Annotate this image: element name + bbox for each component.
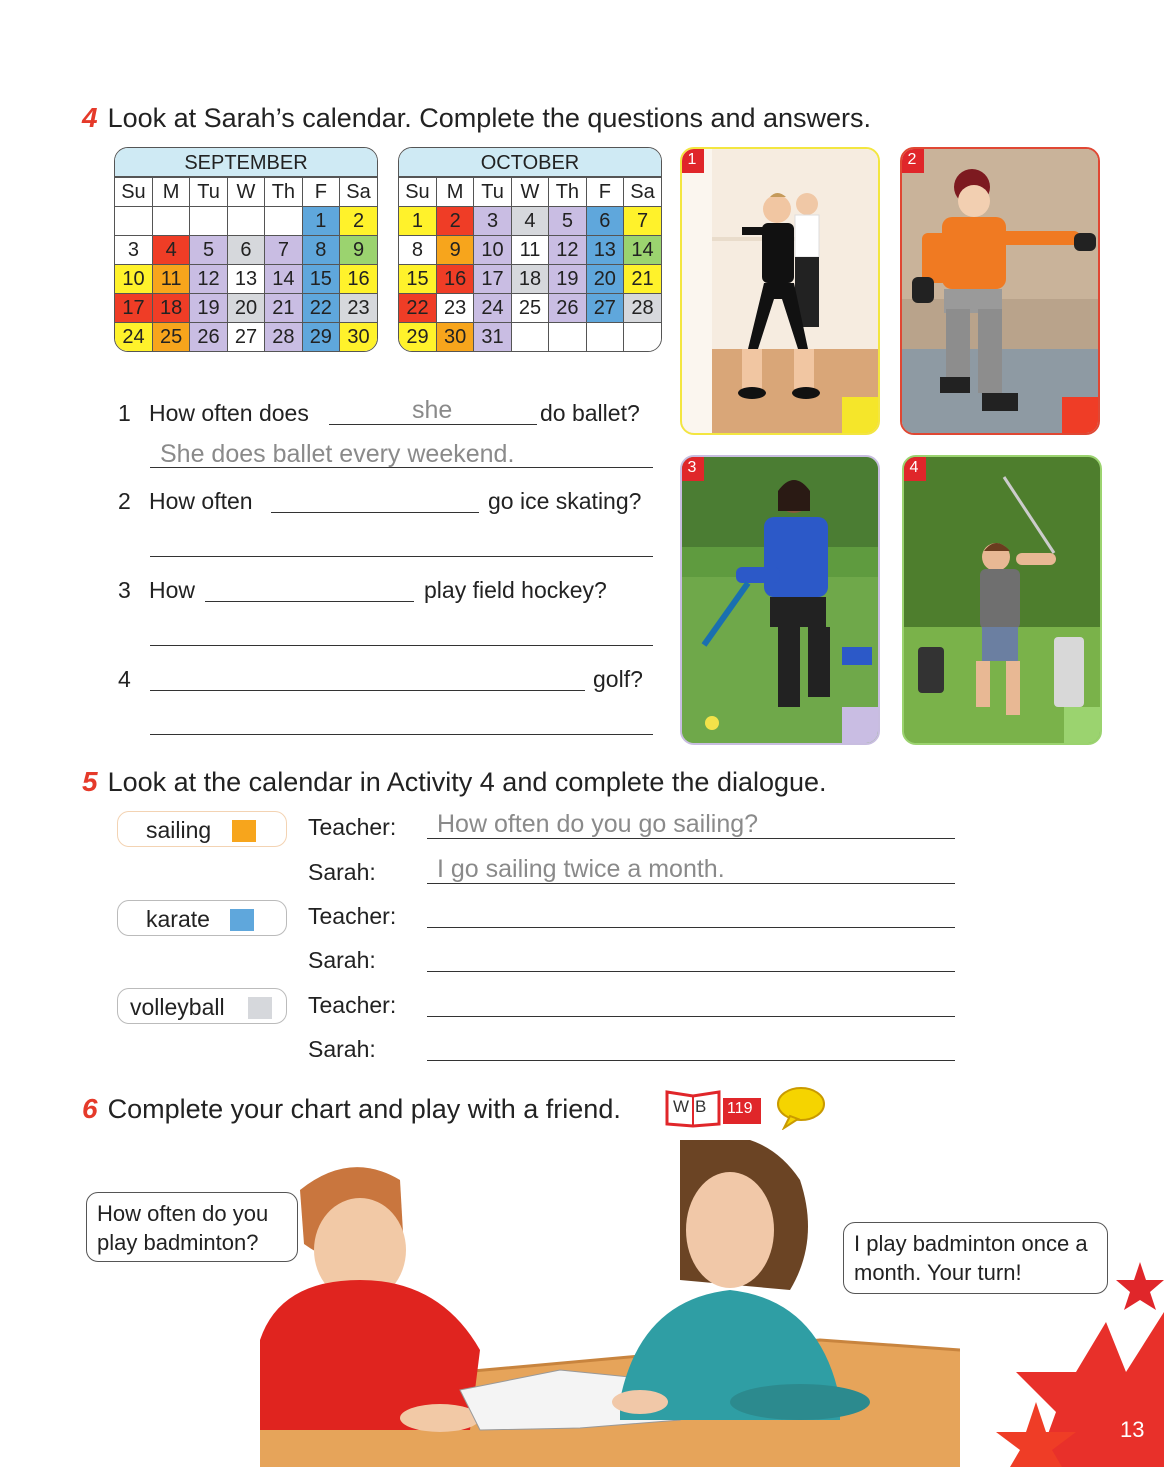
weekday-header: Th [265, 178, 302, 207]
calendar-day [624, 323, 661, 352]
sarah-label: Sarah: [308, 947, 376, 973]
calendar-day: 31 [474, 323, 511, 352]
calendar-day [549, 323, 586, 352]
calendar-day: 28 [265, 323, 302, 352]
answer-line[interactable] [150, 556, 653, 557]
answer-line[interactable] [427, 971, 955, 972]
activity-label-volleyball [117, 988, 287, 1024]
calendar-day: 16 [436, 265, 473, 294]
question-suffix: play field hockey? [424, 577, 607, 603]
question-suffix: go ice skating? [488, 488, 642, 514]
calendar-day: 27 [586, 294, 623, 323]
calendar-day: 19 [549, 265, 586, 294]
calendar-day: 3 [115, 236, 152, 265]
calendar-day: 21 [624, 265, 661, 294]
sarah-label: Sarah: [308, 1036, 376, 1062]
weekday-header: Sa [624, 178, 661, 207]
calendar-day: 1 [302, 207, 339, 236]
blank-answer: she [412, 396, 453, 424]
calendar-day [227, 207, 264, 236]
calendar-day: 3 [474, 207, 511, 236]
photo-number: 1 [680, 147, 704, 173]
calendar-day [511, 323, 548, 352]
calendar-day: 13 [586, 236, 623, 265]
calendar-day: 12 [190, 265, 227, 294]
question-number: 1 [118, 400, 131, 426]
calendar-september [114, 147, 378, 352]
question-prefix: How [149, 577, 196, 603]
calendar-day: 14 [624, 236, 661, 265]
calendar-day: 13 [227, 265, 264, 294]
calendar-month: SEPTEMBER [115, 148, 377, 177]
color-swatch [842, 707, 880, 745]
activity-number: 4 [82, 102, 98, 133]
answer-blank[interactable] [150, 690, 585, 691]
color-swatch [230, 909, 254, 931]
color-swatch [1064, 707, 1102, 745]
activity-6-heading [82, 1093, 621, 1125]
question-number: 3 [118, 577, 131, 603]
page-number: 13 [1120, 1417, 1145, 1442]
calendar-day: 4 [511, 207, 548, 236]
question-suffix: do ballet? [540, 400, 640, 426]
weekday-header: W [227, 178, 264, 207]
teacher-label: Teacher: [308, 814, 397, 840]
calendar-day: 21 [265, 294, 302, 323]
calendar-day: 9 [436, 236, 473, 265]
calendar-day: 28 [624, 294, 661, 323]
weekday-header: M [152, 178, 189, 207]
activity-instruction: Complete your chart and play with a friend. [107, 1094, 621, 1124]
calendar-day: 17 [115, 294, 152, 323]
answer-line[interactable] [427, 927, 955, 928]
sample-answer: She does ballet every weekend. [160, 440, 515, 468]
bubble-text: I play badminton once a month. Your turn! [854, 1231, 1088, 1285]
color-swatch [842, 397, 880, 435]
weekday-header: Su [115, 178, 152, 207]
answer-blank[interactable] [205, 601, 414, 602]
calendar-day: 29 [302, 323, 339, 352]
calendar-day: 24 [115, 323, 152, 352]
ice-skating-illustration [902, 149, 1100, 435]
calendar-day: 23 [436, 294, 473, 323]
workbook-icon[interactable] [665, 1088, 761, 1128]
calendar-day: 18 [152, 294, 189, 323]
calendar-day: 5 [549, 207, 586, 236]
activity-number: 5 [82, 766, 98, 797]
activity-name: volleyball [130, 994, 225, 1020]
question-prefix: How often does [149, 400, 309, 426]
weekday-header: W [511, 178, 548, 207]
answer-line[interactable] [427, 1016, 955, 1017]
calendar-day: 25 [511, 294, 548, 323]
photo-number: 4 [902, 455, 926, 481]
sarah-label: Sarah: [308, 859, 376, 885]
photo-number: 3 [680, 455, 704, 481]
calendar-day: 30 [436, 323, 473, 352]
calendar-day: 10 [474, 236, 511, 265]
calendar-day: 29 [399, 323, 436, 352]
calendar-day: 22 [399, 294, 436, 323]
color-swatch [232, 820, 256, 842]
calendar-day: 8 [399, 236, 436, 265]
calendar-day: 7 [265, 236, 302, 265]
answer-line[interactable] [150, 645, 653, 646]
speech-bubble-icon [776, 1086, 826, 1130]
weekday-header: Th [549, 178, 586, 207]
activity-instruction: Look at the calendar in Activity 4 and complete the dialogue. [107, 767, 827, 797]
sample-answer: How often do you go sailing? [437, 810, 759, 838]
calendar-day [265, 207, 302, 236]
star-decoration [996, 1262, 1164, 1467]
teacher-label: Teacher: [308, 992, 397, 1018]
activity-label-sailing [117, 811, 287, 847]
weekday-header: Tu [190, 178, 227, 207]
calendar-day: 10 [115, 265, 152, 294]
field-hockey-illustration [682, 457, 880, 745]
weekday-header: Su [399, 178, 436, 207]
activity-label-karate [117, 900, 287, 936]
weekday-header: Sa [340, 178, 377, 207]
calendar-day: 1 [399, 207, 436, 236]
color-swatch [248, 997, 272, 1019]
calendar-day: 24 [474, 294, 511, 323]
calendar-day: 4 [152, 236, 189, 265]
calendar-day: 12 [549, 236, 586, 265]
calendar-day: 27 [227, 323, 264, 352]
activity-4-heading [82, 102, 871, 134]
calendar-day [152, 207, 189, 236]
activity-number: 6 [82, 1093, 98, 1124]
answer-blank[interactable] [271, 512, 479, 513]
weekday-header: F [586, 178, 623, 207]
photo-golf [902, 455, 1102, 745]
speech-bubble-boy [86, 1192, 298, 1262]
question-prefix: How often [149, 488, 253, 514]
calendar-day: 7 [624, 207, 661, 236]
calendar-day: 9 [340, 236, 377, 265]
calendar-day: 22 [302, 294, 339, 323]
calendar-day: 2 [340, 207, 377, 236]
weekday-header: Tu [474, 178, 511, 207]
question-suffix: golf? [593, 666, 643, 692]
calendar-day: 11 [511, 236, 548, 265]
activity-instruction: Look at Sarah’s calendar. Complete the questions and answers. [107, 103, 872, 133]
calendar-day: 2 [436, 207, 473, 236]
answer-line[interactable] [427, 1060, 955, 1061]
calendar-day: 6 [227, 236, 264, 265]
answer-line[interactable] [150, 734, 653, 735]
calendar-day: 14 [265, 265, 302, 294]
calendar-day: 30 [340, 323, 377, 352]
calendar-day: 6 [586, 207, 623, 236]
calendar-day: 20 [586, 265, 623, 294]
calendar-day: 16 [340, 265, 377, 294]
calendar-day [115, 207, 152, 236]
calendar-day: 5 [190, 236, 227, 265]
photo-ice-skating [900, 147, 1100, 435]
activity-5-heading [82, 766, 827, 798]
calendar-day: 8 [302, 236, 339, 265]
photo-ballet [680, 147, 880, 435]
calendar-day [586, 323, 623, 352]
wb-letters: WB [673, 1097, 713, 1116]
color-swatch [1062, 397, 1100, 435]
calendar-day: 26 [190, 323, 227, 352]
sample-answer: I go sailing twice a month. [437, 855, 725, 883]
calendar-day: 25 [152, 323, 189, 352]
kids-photo [260, 1140, 960, 1467]
calendar-day [190, 207, 227, 236]
photo-number: 2 [900, 147, 924, 173]
weekday-header: M [436, 178, 473, 207]
calendar-month: OCTOBER [399, 148, 661, 177]
calendar-day: 18 [511, 265, 548, 294]
wb-page-number: 119 [727, 1100, 753, 1117]
calendar-october [398, 147, 662, 352]
photo-field-hockey [680, 455, 880, 745]
weekday-header: F [302, 178, 339, 207]
ballet-illustration [682, 149, 880, 435]
calendar-day: 26 [549, 294, 586, 323]
calendar-day: 19 [190, 294, 227, 323]
calendar-day: 23 [340, 294, 377, 323]
teacher-label: Teacher: [308, 903, 397, 929]
bubble-text: How often do you play badminton? [97, 1201, 269, 1255]
calendar-day: 11 [152, 265, 189, 294]
calendar-day: 20 [227, 294, 264, 323]
activity-name: sailing [146, 817, 212, 843]
calendar-day: 15 [302, 265, 339, 294]
question-number: 4 [118, 666, 131, 692]
question-number: 2 [118, 488, 131, 514]
kids-illustration [260, 1140, 960, 1467]
activity-name: karate [146, 906, 210, 932]
calendar-day: 17 [474, 265, 511, 294]
golf-illustration [904, 457, 1102, 745]
calendar-day: 15 [399, 265, 436, 294]
